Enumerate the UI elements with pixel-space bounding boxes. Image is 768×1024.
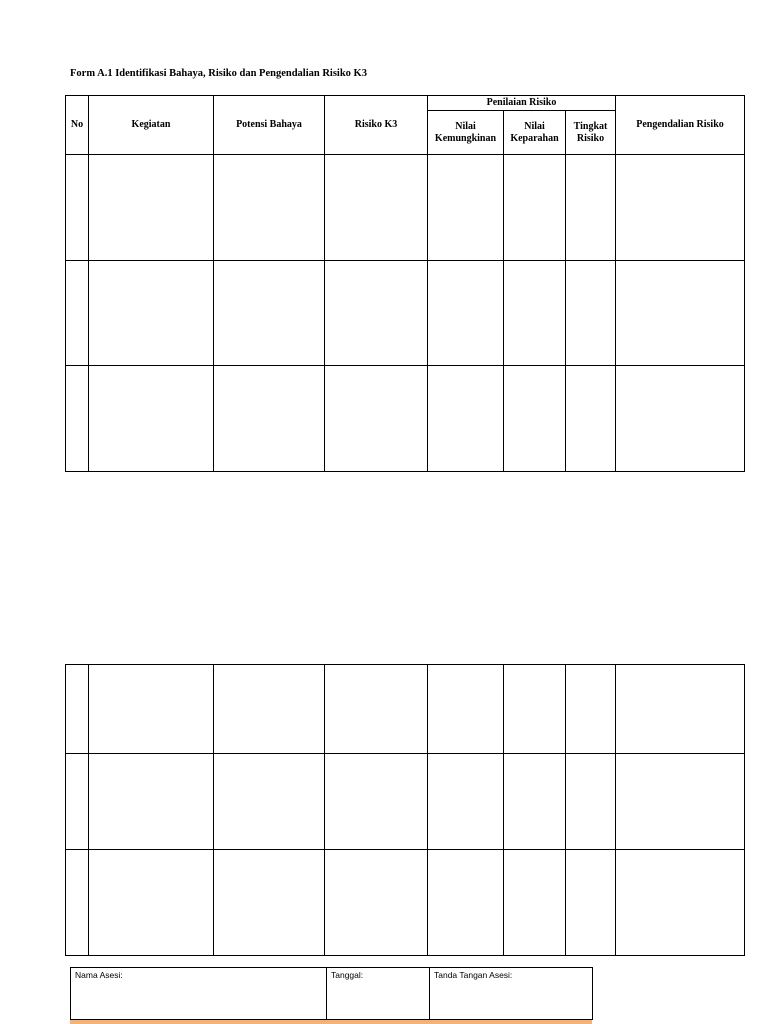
cell-no[interactable]: [66, 366, 89, 472]
header-no: No: [66, 96, 89, 155]
cell-nilai-keparahan[interactable]: [504, 261, 566, 366]
cell-risiko-k3[interactable]: [325, 366, 428, 472]
cell-risiko-k3[interactable]: [325, 665, 428, 754]
tanggal-label: Tanggal:: [331, 970, 364, 980]
cell-nilai-keparahan[interactable]: [504, 850, 566, 956]
cell-tingkat-risiko[interactable]: [566, 754, 616, 850]
cell-pengendalian-risiko[interactable]: [616, 366, 745, 472]
cell-risiko-k3[interactable]: [325, 850, 428, 956]
header-pengendalian-risiko: Pengendalian Risiko: [616, 96, 745, 155]
tanda-tangan-field[interactable]: [430, 968, 593, 1020]
cell-potensi-bahaya[interactable]: [214, 155, 325, 261]
header-tingkat-risiko: [566, 111, 616, 155]
cell-tingkat-risiko[interactable]: [566, 155, 616, 261]
header-nilai-kemungkinan-line1: Nilai: [455, 121, 476, 132]
cell-nilai-keparahan[interactable]: [504, 366, 566, 472]
cell-tingkat-risiko[interactable]: [566, 665, 616, 754]
form-title: Form A.1 Identifikasi Bahaya, Risiko dan Pengendalian Risiko K3: [70, 68, 367, 79]
cell-kegiatan[interactable]: [89, 366, 214, 472]
cell-kegiatan[interactable]: [89, 155, 214, 261]
cell-nilai-keparahan[interactable]: [504, 155, 566, 261]
nama-asesi-label: Nama Asesi:: [75, 970, 123, 980]
cell-nilai-keparahan[interactable]: [504, 754, 566, 850]
cell-nilai-keparahan[interactable]: [504, 665, 566, 754]
cell-no[interactable]: [66, 665, 89, 754]
cell-risiko-k3[interactable]: [325, 261, 428, 366]
cell-tingkat-risiko[interactable]: [566, 850, 616, 956]
cell-no[interactable]: [66, 850, 89, 956]
header-risiko-k3: Risiko K3: [325, 96, 428, 155]
header-nilai-kemungkinan: [428, 111, 504, 155]
risk-table-continuation: [65, 664, 745, 956]
cell-potensi-bahaya[interactable]: [214, 850, 325, 956]
cell-pengendalian-risiko[interactable]: [616, 665, 745, 754]
tanda-tangan-label: Tanda Tangan Asesi:: [434, 970, 513, 980]
cell-no[interactable]: [66, 754, 89, 850]
header-nilai-keparahan-line2: Keparahan: [510, 132, 559, 144]
table-row: [66, 366, 745, 472]
header-nilai-keparahan-line1: Nilai: [524, 121, 545, 132]
cell-pengendalian-risiko[interactable]: [616, 155, 745, 261]
cell-pengendalian-risiko[interactable]: [616, 261, 745, 366]
header-tingkat-risiko-line1: Tingkat: [573, 121, 608, 132]
cell-pengendalian-risiko[interactable]: [616, 754, 745, 850]
cell-potensi-bahaya[interactable]: [214, 366, 325, 472]
header-nilai-kemungkinan-line2: Kemungkinan: [434, 132, 497, 144]
cell-pengendalian-risiko[interactable]: [616, 850, 745, 956]
cell-nilai-kemungkinan[interactable]: [428, 850, 504, 956]
header-penilaian-risiko: Penilaian Risiko: [428, 96, 616, 111]
cell-nilai-kemungkinan[interactable]: [428, 665, 504, 754]
table-row: [66, 850, 745, 956]
cell-kegiatan[interactable]: [89, 665, 214, 754]
table-row: [66, 754, 745, 850]
header-potensi-bahaya: Potensi Bahaya: [214, 96, 325, 155]
table-row: [66, 155, 745, 261]
cell-no[interactable]: [66, 155, 89, 261]
cell-nilai-kemungkinan[interactable]: [428, 261, 504, 366]
cell-tingkat-risiko[interactable]: [566, 261, 616, 366]
cell-nilai-kemungkinan[interactable]: [428, 366, 504, 472]
cell-tingkat-risiko[interactable]: [566, 366, 616, 472]
cell-potensi-bahaya[interactable]: [214, 754, 325, 850]
cell-risiko-k3[interactable]: [325, 754, 428, 850]
cell-nilai-kemungkinan[interactable]: [428, 754, 504, 850]
cell-risiko-k3[interactable]: [325, 155, 428, 261]
cell-kegiatan[interactable]: [89, 754, 214, 850]
cell-no[interactable]: [66, 261, 89, 366]
assessee-signature-box: [70, 967, 593, 1020]
header-kegiatan: Kegiatan: [89, 96, 214, 155]
tanggal-field[interactable]: [327, 968, 430, 1020]
nama-asesi-field[interactable]: [71, 968, 327, 1020]
header-tingkat-risiko-line2: Risiko: [576, 132, 605, 144]
cell-nilai-kemungkinan[interactable]: [428, 155, 504, 261]
cell-kegiatan[interactable]: [89, 261, 214, 366]
footer-accent-bar: [70, 1020, 592, 1024]
table-row: [66, 665, 745, 754]
cell-kegiatan[interactable]: [89, 850, 214, 956]
header-nilai-keparahan: [504, 111, 566, 155]
risk-table-top: [65, 95, 745, 472]
table-row: [66, 261, 745, 366]
cell-potensi-bahaya[interactable]: [214, 261, 325, 366]
cell-potensi-bahaya[interactable]: [214, 665, 325, 754]
